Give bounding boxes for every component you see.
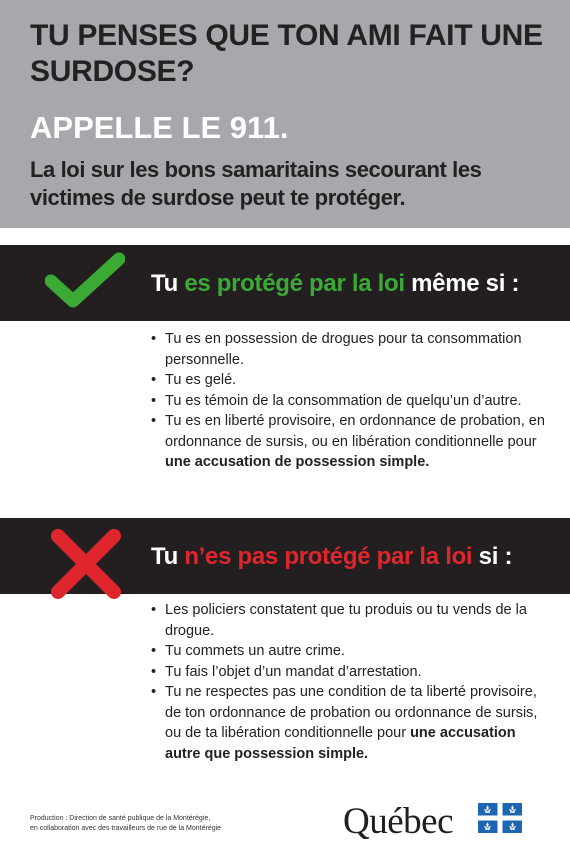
bold-accusation: une accusation de possession simple. <box>165 454 430 470</box>
list-item: • Tu fais l’objet d’un mandat d’arrestation. <box>150 662 550 683</box>
page-title: TU PENSES QUE TON AMI FAIT UNE SURDOSE? <box>30 19 543 88</box>
protected-list <box>150 329 550 473</box>
not-protected-highlight: n’es pas protégé par la loi <box>184 543 473 570</box>
check-icon <box>45 251 125 311</box>
call-911-heading: APPELLE LE 911. <box>30 110 289 145</box>
list-item: • Tu commets un autre crime. <box>150 641 550 662</box>
list-item: • Tu ne respectes pas une condition de ta liberté provisoire, de ton ordonnance de probation ou ordonnance de sursis, ou de ta libération conditionnelle pour une accusation autre que possession simple. <box>150 682 550 764</box>
protected-title: Tu es protégé par la loi même si : <box>151 270 520 297</box>
list-item: • Tu es gelé. <box>150 370 550 391</box>
not-protected-list <box>150 600 550 764</box>
list-item: • Tu es en possession de drogues pour ta consommation personnelle. <box>150 329 550 370</box>
protected-highlight: es protégé par la loi <box>184 270 405 297</box>
list-item: • Les policiers constatent que tu produis ou tu vends de la drogue. <box>150 600 550 641</box>
list-item: • Tu es témoin de la consommation de quelqu’un d’autre. <box>150 391 550 412</box>
header-panel <box>0 0 570 228</box>
cross-icon <box>48 526 124 602</box>
bold-accusation: une accusation autre que possession simple. <box>165 725 516 762</box>
quebec-logo-text: Québec <box>343 801 453 842</box>
law-statement: La loi sur les bons samaritains secourant les victimes de surdose peut te protéger. <box>30 157 482 210</box>
not-protected-banner <box>0 518 570 594</box>
quebec-flag-icon <box>478 803 522 833</box>
list-item: • Tu es en liberté provisoire, en ordonnance de probation, en ordonnance de sursis, ou en libération conditionnelle pour une accusation de possession simple. <box>150 411 550 473</box>
not-protected-title: Tu n’es pas protégé par la loi si : <box>151 543 513 570</box>
protected-banner <box>0 245 570 321</box>
production-credit: Production : Direction de santé publique de la Montérégie, en collaboration avec des travailleurs de rue de la Montérégie <box>30 815 222 832</box>
